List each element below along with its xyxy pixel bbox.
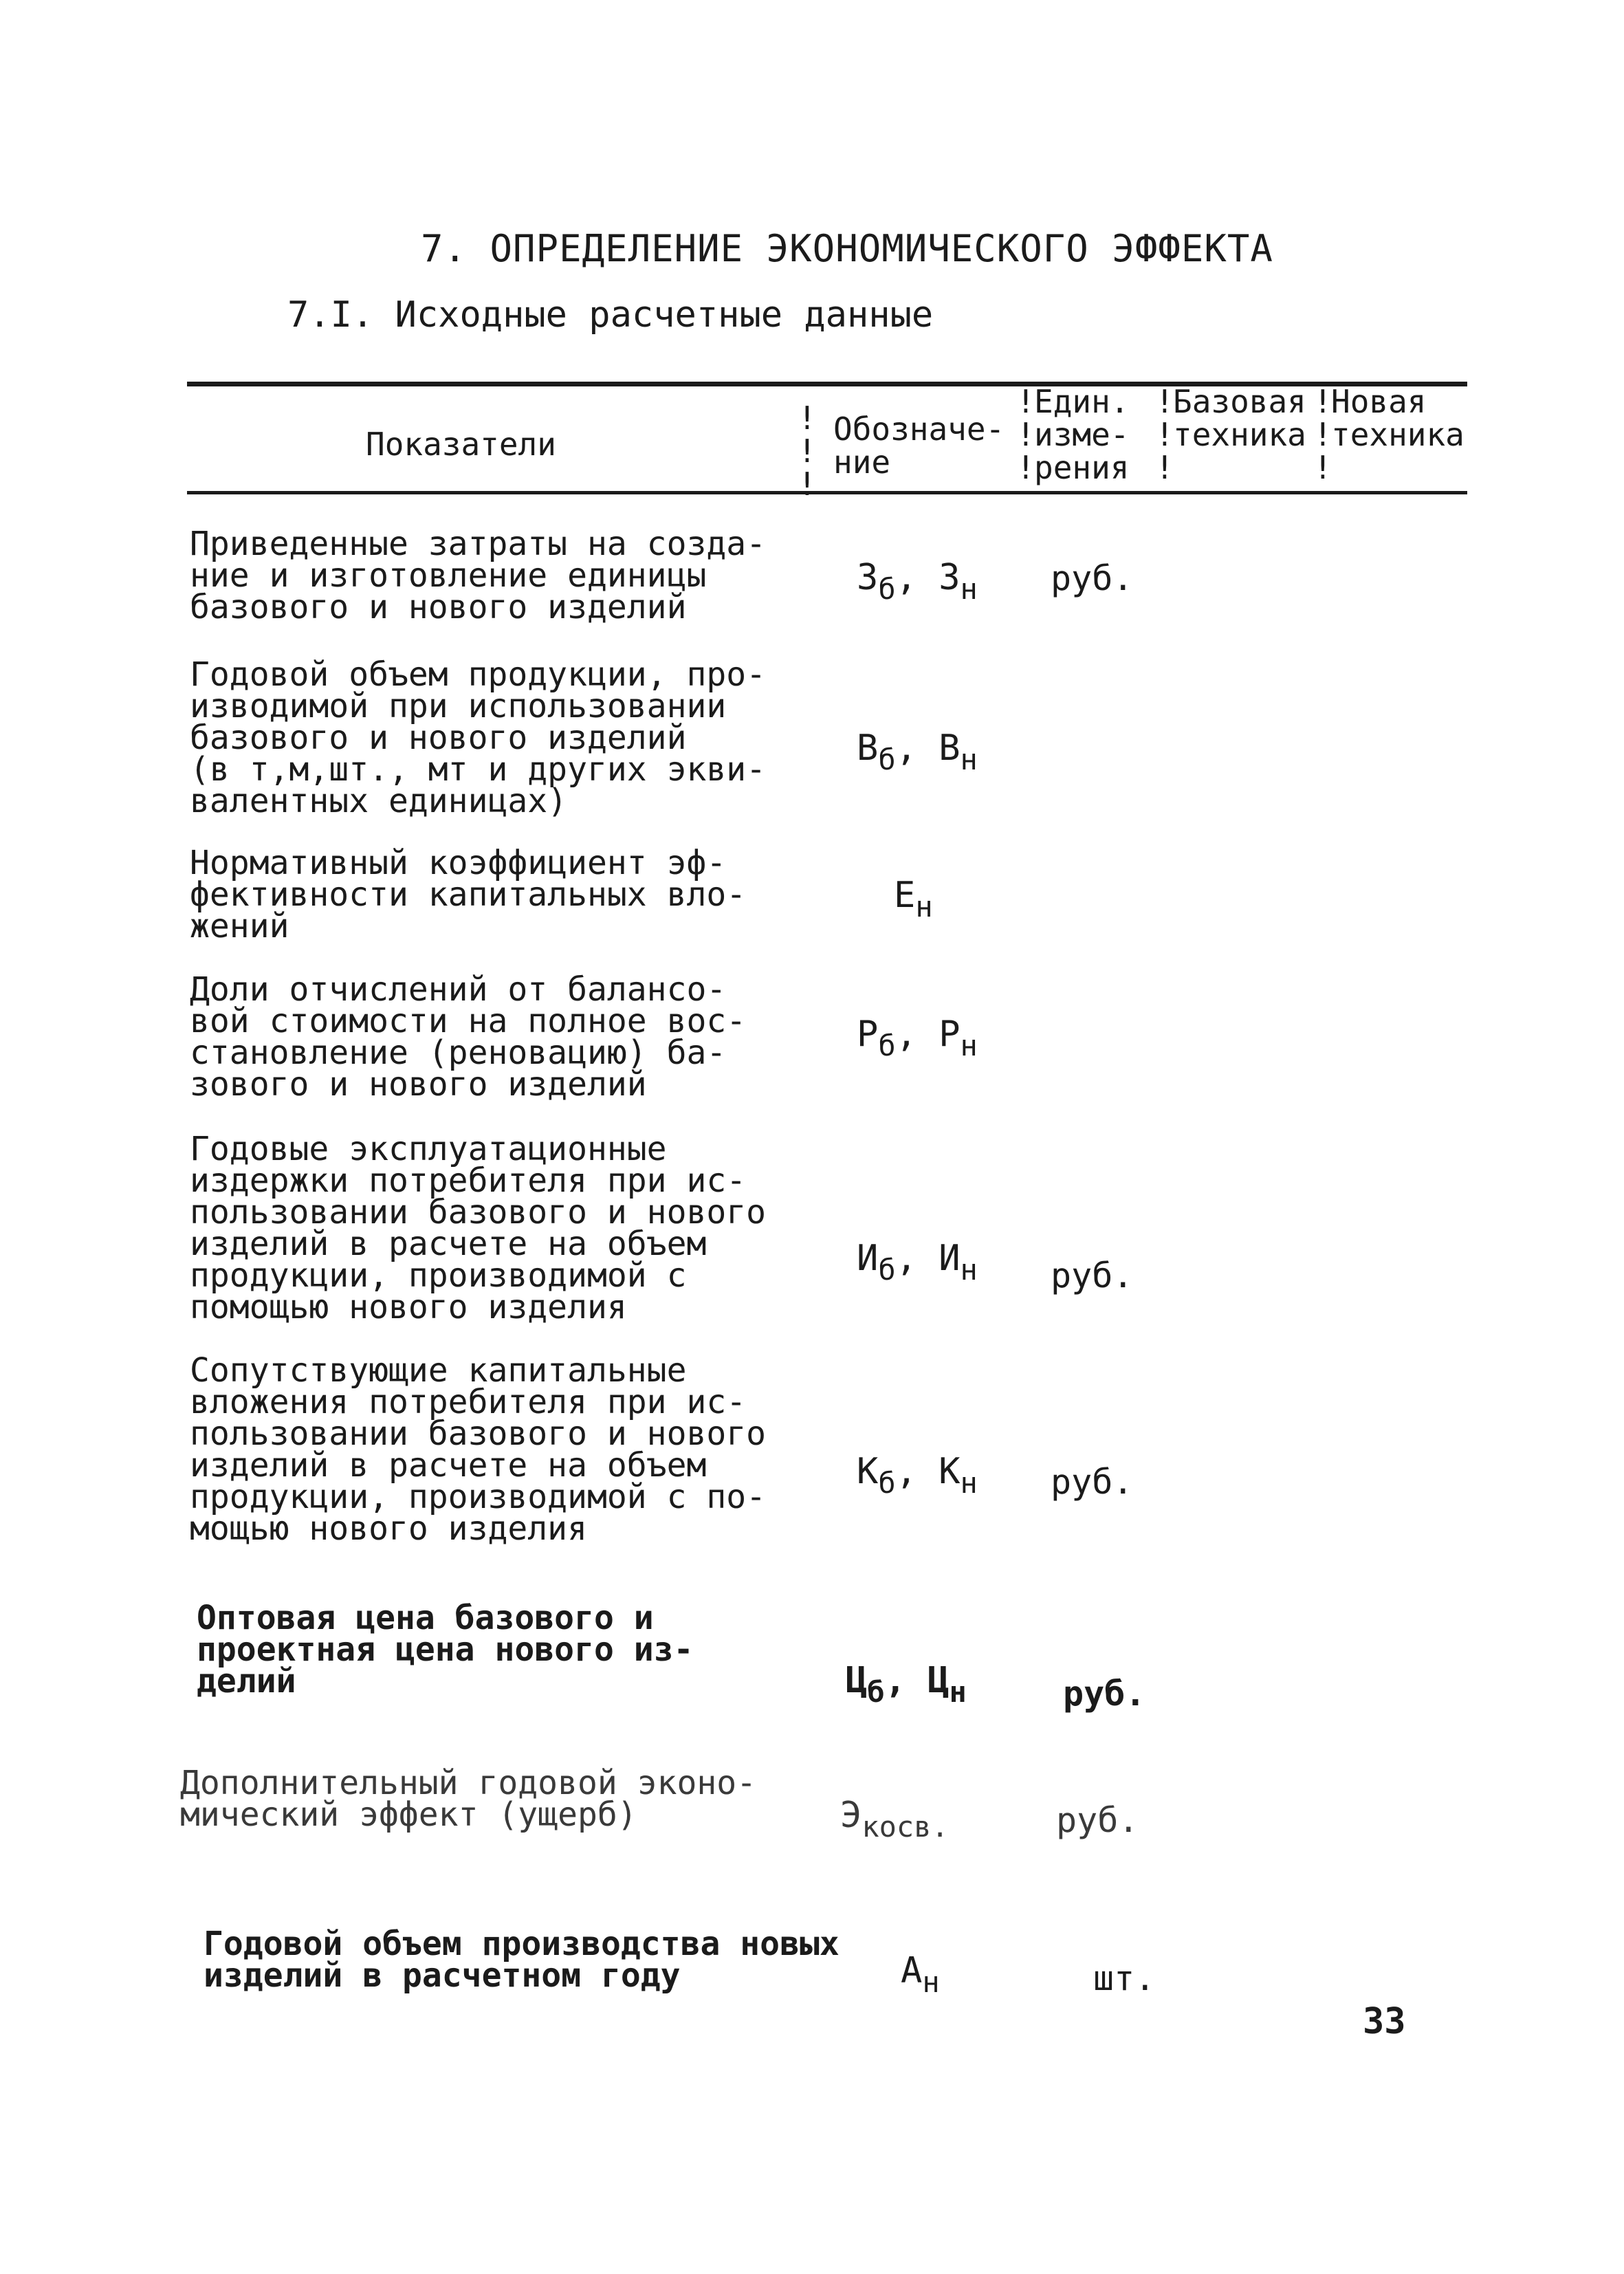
header-indicator: Показатели [366, 426, 556, 463]
column-separator: ! ! ! [1313, 383, 1332, 486]
column-separator: ! ! ! [1016, 383, 1035, 486]
table-row-symbol: $А_н$ [901, 1950, 940, 1999]
table-row-indicator: Сопутствующие капитальные вложения потребителя при ис- пользовании базового и нового изделий в расчете на объем продукции, производимой с по- мощью нового изделия [190, 1351, 767, 1548]
table-header-rule [187, 491, 1467, 494]
table-row-indicator: Годовой объем продукции, про- изводимой при использовании базового и нового изделий (в т,м,шт., мт и других экви- валентных единицах) [190, 655, 767, 820]
table-row-indicator: Нормативный коэффициент эф- фективности капитальных вло- жений [190, 844, 747, 945]
subsection-title: 7.I. Исходные расчетные данные [287, 294, 934, 336]
table-row-symbol: $Ц_б$, $Ц_н$ [846, 1660, 967, 1709]
table-row-indicator: Оптовая цена базового и проектная цена нового из- делий [197, 1599, 694, 1701]
table-row-indicator: Доли отчислений от балансо- вой стоимости на полное вос- становление (реновацию) ба- зового и нового изделий [190, 970, 747, 1104]
header-base: Базовая техника [1173, 383, 1306, 453]
table-row-unit: руб. [1051, 1256, 1134, 1295]
header-new: Новая техника [1331, 383, 1464, 453]
table-row-unit: руб. [1051, 558, 1134, 598]
table-row-unit: шт. [1093, 1958, 1156, 1998]
table-row-symbol: $Е_н$ [894, 875, 933, 923]
table-row-indicator: Дополнительный годовой эконо- мический эффект (ущерб) [180, 1764, 757, 1834]
table-row-unit: руб. [1056, 1800, 1139, 1840]
column-separator: ! ! ! [1155, 383, 1174, 486]
table-row-symbol: $З_б$, $З_н$ [857, 557, 978, 606]
table-row-indicator: Приведенные затраты на созда- ние и изготовление единицы базового и нового изделий [190, 525, 767, 626]
table-row-indicator: Годовой объем производства новых изделий в расчетном году [204, 1925, 840, 1995]
table-row-symbol: $Э_{косв.}$ [840, 1795, 949, 1844]
table-row-unit: руб. [1063, 1674, 1146, 1714]
table-row-symbol: $Р_б$, $Р_н$ [857, 1014, 978, 1062]
table-row-unit: руб. [1051, 1462, 1134, 1502]
column-separator: ! ! ! [798, 400, 817, 503]
header-designation: Обозначе- ние [833, 411, 1005, 481]
table-row-indicator: Годовые эксплуатационные издержки потребителя при ис- пользовании базового и нового изделий в расчете на объем продукции, производимой с помощью нового изделия [190, 1130, 767, 1326]
page-number: 33 [1363, 2001, 1406, 2042]
table-row-symbol: $К_б$, $К_н$ [857, 1451, 978, 1500]
header-unit: Един. изме- рения [1034, 383, 1130, 486]
section-title: 7. ОПРЕДЕЛЕНИЕ ЭКОНОМИЧЕСКОГО ЭФФЕКТА [421, 227, 1273, 270]
table-row-symbol: $В_б$, $В_н$ [857, 728, 978, 776]
table-row-symbol: $И_б$, $И_н$ [857, 1238, 978, 1287]
